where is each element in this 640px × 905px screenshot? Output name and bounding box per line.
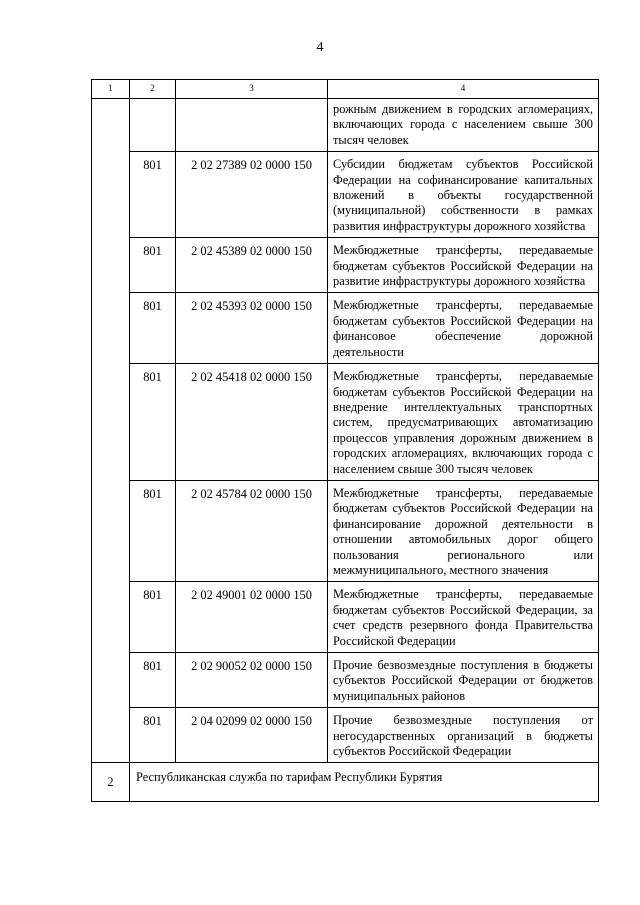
revenue-administrators-table <box>91 79 599 802</box>
kbk-code-cell: 2 02 27389 02 0000 150 <box>176 152 328 238</box>
revenue-name-cell: Межбюджетные трансферты, передаваемые бюджетам субъектов Российской Федерации на развитие инфраструктуры дорожного хозяйства <box>328 238 599 293</box>
revenue-name-cell: Межбюджетные трансферты, передаваемые бюджетам субъектов Российской Федерации, за счет средств резервного фонда Правительства Российской Федерации <box>328 582 599 653</box>
kbk-code-cell: 2 02 45389 02 0000 150 <box>176 238 328 293</box>
table-row <box>92 293 599 364</box>
table-header-row <box>92 80 599 99</box>
agency-index-cell: 2 <box>92 763 130 802</box>
table-row <box>92 653 599 708</box>
kbk-code-cell: 2 02 45393 02 0000 150 <box>176 293 328 364</box>
table-row <box>92 582 599 653</box>
admin-code-cell: 801 <box>130 653 176 708</box>
kbk-code-cell: 2 04 02099 02 0000 150 <box>176 708 328 763</box>
kbk-code-cell <box>176 99 328 152</box>
admin-code-cell: 801 <box>130 293 176 364</box>
page-number: 4 <box>316 40 324 55</box>
table-row-continuation <box>92 99 599 152</box>
revenue-name-cell: Прочие безвозмездные поступления от негосударственных организаций в бюджеты субъектов Российской Федерации <box>328 708 599 763</box>
table-row <box>92 480 599 581</box>
table-row <box>92 364 599 481</box>
revenue-name-cell: Межбюджетные трансферты, передаваемые бюджетам субъектов Российской Федерации на внедрение интеллектуальных транспортных систем, предусматривающих автоматизацию процессов управления дорожным движением в городских агломерациях, включающих города с населением свыше 300 тысяч человек <box>328 364 599 481</box>
revenue-name-cell: Прочие безвозмездные поступления в бюджеты субъектов Российской Федерации от бюджетов муниципальных районов <box>328 653 599 708</box>
kbk-code-cell: 2 02 45418 02 0000 150 <box>176 364 328 481</box>
table-row <box>92 238 599 293</box>
revenue-name-cell: Межбюджетные трансферты, передаваемые бюджетам субъектов Российской Федерации на финансовое обеспечение дорожной деятельности <box>328 293 599 364</box>
revenue-name-cell: Межбюджетные трансферты, передаваемые бюджетам субъектов Российской Федерации на финансирование дорожной деятельности в отношении автомобильных дорог общего пользования регионального или межмуниципального, местного значения <box>328 480 599 581</box>
admin-code-cell: 801 <box>130 238 176 293</box>
table-row <box>92 152 599 238</box>
admin-code-cell: 801 <box>130 582 176 653</box>
table-row <box>92 708 599 763</box>
column-header-2: 2 <box>130 80 176 99</box>
revenue-name-cell: рожным движением в городских агломерациях, включающих города с населением свыше 300 тысяч человек <box>328 99 599 152</box>
column-header-3: 3 <box>176 80 328 99</box>
kbk-code-cell: 2 02 49001 02 0000 150 <box>176 582 328 653</box>
admin-code-cell: 801 <box>130 480 176 581</box>
kbk-code-cell: 2 02 45784 02 0000 150 <box>176 480 328 581</box>
column-header-1: 1 <box>92 80 130 99</box>
kbk-code-cell: 2 02 90052 02 0000 150 <box>176 653 328 708</box>
admin-code-cell: 801 <box>130 708 176 763</box>
admin-code-cell: 801 <box>130 364 176 481</box>
revenue-name-cell: Субсидии бюджетам субъектов Российской Федерации на софинансирование капитальных вложений в объекты государственной (муниципальной) собственности в рамках развития инфраструктуры дорожного хозяйства <box>328 152 599 238</box>
group-index-cell <box>92 99 130 763</box>
column-header-4: 4 <box>328 80 599 99</box>
agency-row <box>92 763 599 802</box>
admin-code-cell: 801 <box>130 152 176 238</box>
admin-code-cell <box>130 99 176 152</box>
agency-name-cell: Республиканская служба по тарифам Республики Бурятия <box>130 763 599 802</box>
